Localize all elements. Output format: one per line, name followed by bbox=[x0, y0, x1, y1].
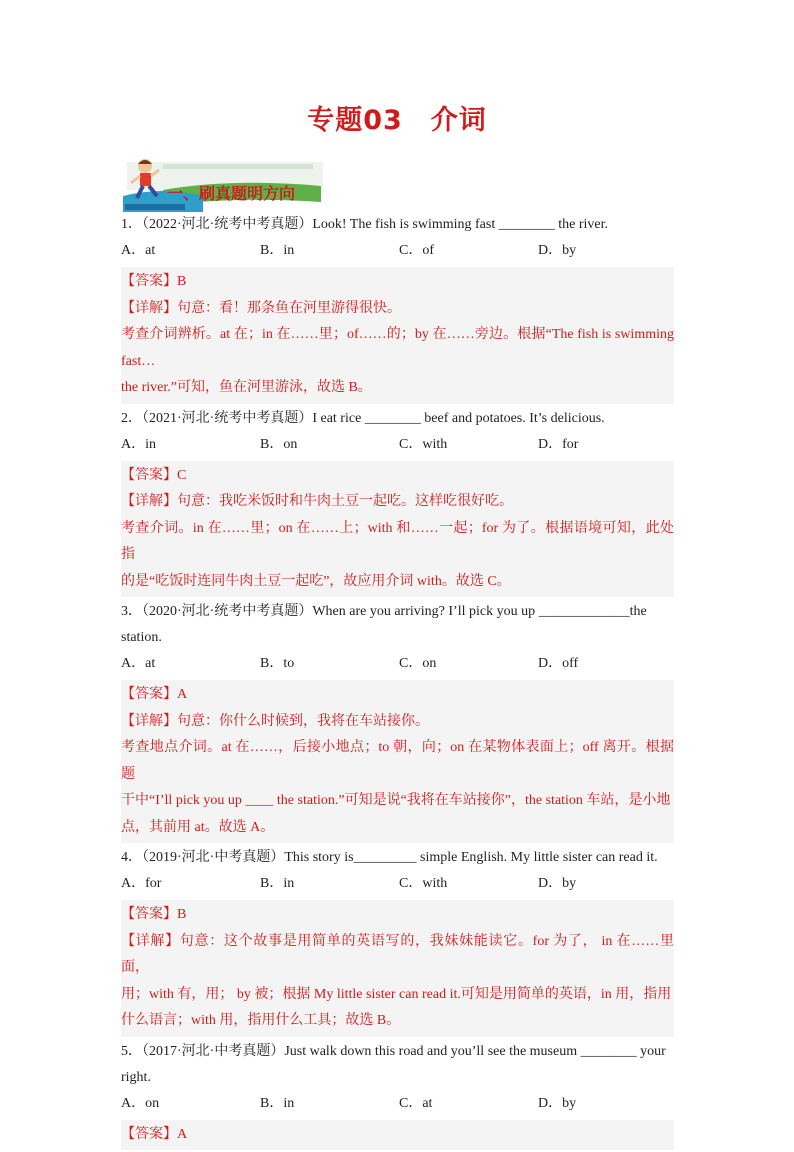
answer-detail-line: 【详解】句意：看！那条鱼在河里游得很快。 bbox=[121, 300, 401, 316]
section-label: 一、刷真题明方向 bbox=[167, 184, 296, 203]
option-b: B．on bbox=[260, 436, 298, 452]
answer-detail-line: 点，其前用 at。故选 A。 bbox=[121, 819, 275, 835]
option-d: D．off bbox=[538, 656, 579, 671]
answer-block bbox=[121, 680, 674, 843]
answer-options bbox=[121, 651, 674, 678]
option-a: A．at bbox=[121, 656, 156, 671]
option-d: D．by bbox=[538, 1095, 577, 1111]
option-b: B．in bbox=[260, 876, 295, 891]
option-c: C．with bbox=[399, 436, 448, 452]
question-stem: 2．（2021·河北·统考中考真题）I eat rice ________ beef and potatoes. It’s delicious. bbox=[121, 410, 605, 426]
page-title: 专题03 介词 bbox=[307, 105, 487, 136]
answer-detail-line: 考查地点介词。at 在……，后接小地点；to 朝，向；on 在某物体表面上；off 离开。根据题 bbox=[121, 740, 674, 782]
answer-detail-line: 【详解】句意：你什么时候到，我将在车站接你。 bbox=[121, 713, 429, 729]
question-stem: 1．（2022·河北·统考中考真题）Look! The fish is swimming fast ________ the river. bbox=[121, 217, 608, 232]
answer-options bbox=[121, 1091, 674, 1118]
answer-block bbox=[121, 900, 674, 1037]
option-a: A．in bbox=[121, 436, 156, 452]
option-b: B．to bbox=[260, 656, 295, 671]
answer-detail-line: 考查介词。in 在……里；on 在……上；with 和……一起；for 为了。根据语境可知，此处指 bbox=[121, 520, 674, 562]
option-b: B．in bbox=[260, 1095, 295, 1111]
question-list bbox=[121, 212, 674, 1152]
option-a: A．at bbox=[121, 243, 156, 258]
answer-key: 【答案】A bbox=[121, 687, 188, 702]
answer-block bbox=[121, 461, 674, 598]
answer-detail-line: the river.”可知，鱼在河里游泳，故选 B。 bbox=[121, 380, 372, 395]
answer-key: 【答案】B bbox=[121, 274, 187, 289]
answer-options bbox=[121, 432, 674, 459]
option-d: D．by bbox=[538, 243, 577, 258]
answer-detail-line: 的是“吃饭时连同牛肉土豆一起吃”，故应用介词 with。故选 C。 bbox=[121, 573, 511, 589]
answer-options bbox=[121, 238, 674, 265]
option-c: C．with bbox=[399, 876, 448, 891]
option-c: C．on bbox=[399, 656, 437, 671]
question-stem-continued: right. bbox=[121, 1069, 151, 1085]
question-stem: 3．（2020·河北·统考中考真题）When are you arriving? I’ll pick you up _____________the bbox=[121, 604, 647, 619]
option-b: B．in bbox=[260, 243, 295, 258]
answer-detail-line: 什么语言；with 用，指用什么工具；故选 B。 bbox=[121, 1013, 401, 1028]
answer-detail-line: 考查介词辨析。at 在；in 在……里；of……的；by 在……旁边。根据“The fish is swimming fast… bbox=[121, 327, 674, 369]
answer-key: 【答案】A bbox=[121, 1126, 188, 1142]
runner-banner-icon bbox=[123, 156, 323, 212]
answer-block bbox=[121, 1120, 674, 1151]
answer-key: 【答案】B bbox=[121, 907, 187, 922]
question-stem: 4．（2019·河北·中考真题）This story is_________ simple English. My little sister can read it. bbox=[121, 850, 658, 865]
answer-block bbox=[121, 267, 674, 404]
answer-detail-line: 用；with 有，用； by 被；根据 My little sister can read it.可知是用简单的英语，in 用，指用 bbox=[121, 986, 672, 1002]
option-a: A．on bbox=[121, 1095, 160, 1111]
answer-key: 【答案】C bbox=[121, 467, 187, 483]
option-d: D．by bbox=[538, 876, 577, 891]
option-c: C．of bbox=[399, 243, 434, 258]
answer-detail-line: 【详解】句意：这个故事是用简单的英语写的，我妹妹能读它。for 为了， in 在……里面， bbox=[121, 933, 674, 975]
option-c: C．at bbox=[399, 1095, 433, 1111]
answer-detail-line: 【详解】句意：我吃米饭时和牛肉土豆一起吃。这样吃很好吃。 bbox=[121, 494, 513, 509]
answer-options bbox=[121, 871, 674, 898]
option-d: D．for bbox=[538, 436, 579, 452]
question-stem-continued: station. bbox=[121, 630, 162, 645]
answer-detail-line: 干中“I’ll pick you up ____ the station.”可知是说“我将在车站接你”，the station 车站，是小地 bbox=[121, 793, 671, 808]
section-banner bbox=[123, 156, 323, 212]
question-stem: 5．（2017·河北·中考真题）Just walk down this road and you’ll see the museum ________ your bbox=[121, 1043, 666, 1059]
option-a: A．for bbox=[121, 876, 162, 891]
